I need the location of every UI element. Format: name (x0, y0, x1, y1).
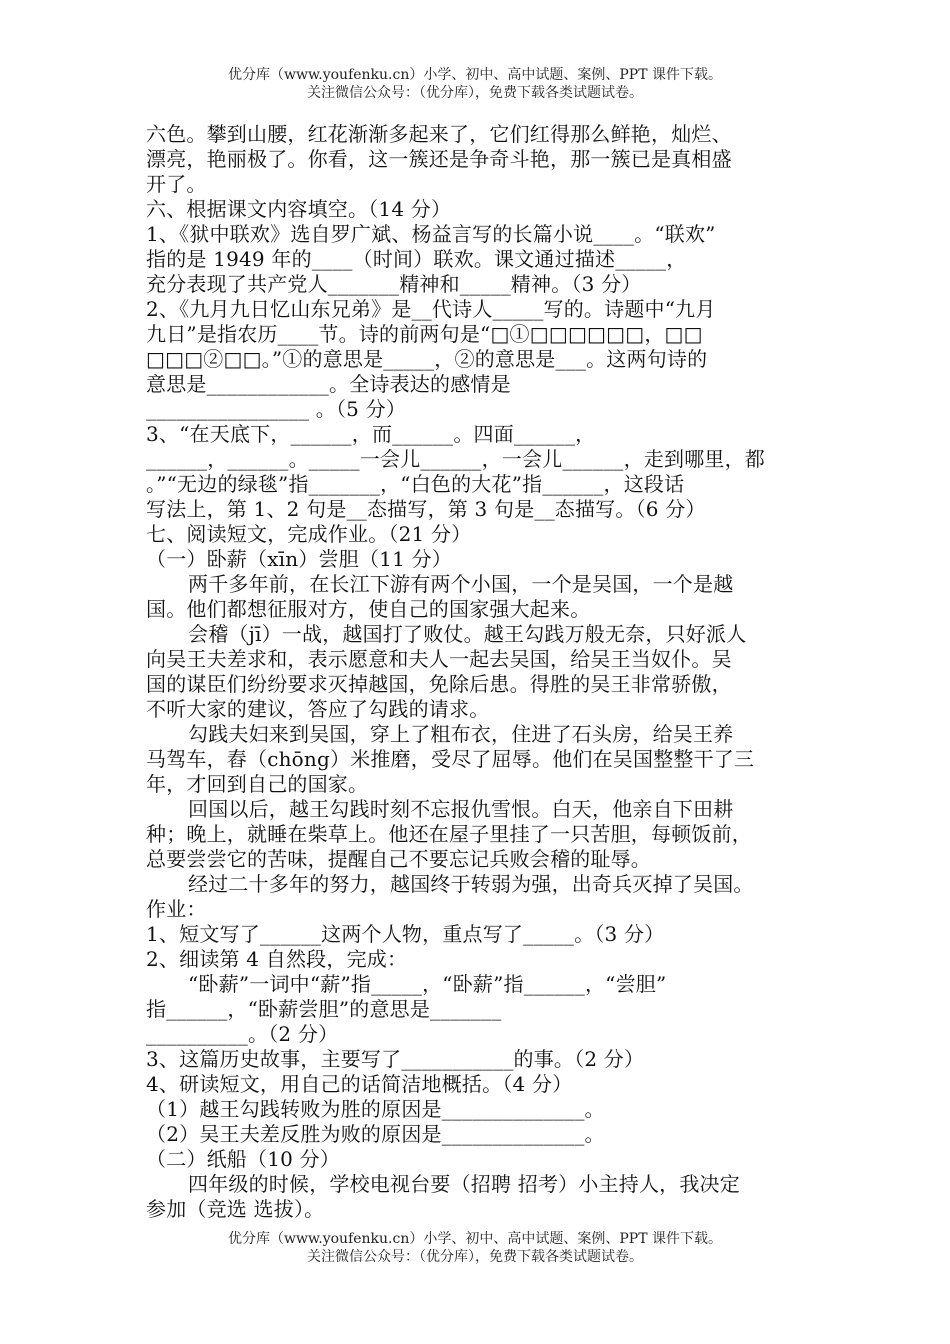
question-line: 九日”是指农历____节。诗的前两句是“□①□□□□□□，□□ (146, 322, 703, 346)
question-line: ________________ 。（5 分） (146, 397, 407, 421)
passage-line: 总要尝尝它的苦味，提醒自己不要忘记兵败会稽的耻辱。 (146, 847, 651, 871)
passage-line: 勾践夫妇来到吴国，穿上了粗布衣，住进了石头房，给吴王养 (188, 722, 734, 746)
document-body (146, 122, 810, 1222)
question-line: 写法上，第 1、2 句是__态描写，第 3 句是__态描写。（6 分） (146, 497, 706, 521)
question-line: （1）越王勾践转败为胜的原因是______________。 (146, 1097, 605, 1121)
section-heading: 七、阅读短文，完成作业。（21 分） (146, 522, 472, 546)
text-line: 漂亮，艳丽极了。你看，这一簇还是争奇斗艳，那一簇已是真相盛 (146, 147, 732, 171)
question-line: 充分表现了共产党人_______精神和_____精神。（3 分） (146, 272, 642, 296)
question-line: 3、“在天底下，______，而______。四面______， (146, 422, 596, 446)
header-line-1: 优分库（www.youfenku.cn）小学、初中、高中试题、案例、PPT 课件下载。 (227, 67, 722, 83)
question-line: 4、研读短文，用自己的话简洁地概括。（4 分） (146, 1072, 573, 1096)
question-line: 2、细读第 4 自然段，完成： (146, 947, 408, 971)
question-line: 指______，“卧薪尝胆”的意思是_______ (146, 997, 502, 1021)
footer-line-1: 优分库（www.youfenku.cn）小学、初中、高中试题、案例、PPT 课件下载。 (227, 1231, 722, 1247)
passage-line: 向吴王夫差求和，表示愿意和夫人一起去吴国，给吴王当奴仆。吴 (146, 647, 732, 671)
passage-line: 年，才回到自己的国家。 (146, 772, 369, 796)
question-line: ______，______。_____一会儿______，一会儿______，走到哪里，都 (146, 447, 765, 471)
question-line: “卧薪”一词中“薪”指_____，“卧薪”指______，“尝胆” (188, 972, 667, 996)
passage-line: 回国以后，越王勾践时刻不忘报仇雪恨。白天，他亲自下田耕 (188, 797, 734, 821)
page-header (0, 66, 950, 102)
passage-line: 种；晚上，就睡在柴草上。他还在屋子里挂了一只苦胆，每顿饭前， (146, 822, 752, 846)
passage-line: 马驾车，舂（chōng）米推磨，受尽了屈辱。他们在吴国整整干了三 (146, 747, 755, 771)
question-line: （2）吴王夫差反胜为败的原因是______________。 (146, 1122, 605, 1146)
passage-line: 四年级的时候，学校电视台要（招聘 招考）小主持人，我决定 (188, 1172, 740, 1196)
question-line: 。”“无边的绿毯”指_______，“白色的大花”指______，这段话 (146, 472, 685, 496)
text-line: 开了。 (146, 172, 207, 196)
passage-line: 不听大家的建议，答应了勾践的请求。 (146, 697, 490, 721)
text-line: 六色。攀到山腰，红花渐渐多起来了，它们红得那么鲜艳，灿烂、 (146, 122, 732, 146)
question-line: __________。（2 分） (146, 1022, 339, 1046)
header-line-2: 关注微信公众号：（优分库），免费下载各类试题试卷。 (307, 85, 643, 101)
homework-label: 作业： (146, 897, 207, 921)
passage-title: （二）纸船（10 分） (146, 1147, 341, 1171)
question-line: □□□②□□。”①的意思是_____，②的意思是___。这两句诗的 (146, 347, 708, 371)
question-line: 意思是____________。全诗表达的感情是 (146, 372, 511, 396)
question-line: 指的是 1949 年的____（时间）联欢。课文通过描述_____， (146, 247, 687, 271)
passage-line: 经过二十多年的努力，越国终于转弱为强，出奇兵灭掉了吴国。 (188, 872, 754, 896)
question-line: 3、这篇历史故事，主要写了___________的事。（2 分） (146, 1047, 645, 1071)
passage-line: 参加（竞选 选拔）。 (146, 1197, 325, 1221)
question-line: 1、《狱中联欢》选自罗广斌、杨益言写的长篇小说____。“联欢” (146, 222, 716, 246)
section-heading: 六、根据课文内容填空。（14 分） (146, 197, 452, 221)
passage-line: 国的谋臣们纷纷要求灭掉越国，免除后患。得胜的吴王非常骄傲， (146, 672, 732, 696)
passage-line: 会稽（jī）一战，越国打了败仗。越王勾践万般无奈，只好派人 (188, 622, 747, 646)
passage-line: 国。他们都想征服对方，使自己的国家强大起来。 (146, 597, 591, 621)
passage-line: 两千多年前，在长江下游有两个小国，一个是吴国，一个是越 (188, 572, 734, 596)
page-footer (0, 1230, 950, 1266)
passage-title: （一）卧薪（xīn）尝胆（11 分） (146, 547, 452, 571)
footer-line-2: 关注微信公众号：（优分库），免费下载各类试题试卷。 (307, 1249, 643, 1265)
question-line: 1、短文写了______这两个人物，重点写了_____。（3 分） (146, 922, 665, 946)
question-line: 2、《九月九日忆山东兄弟》是__代诗人_____写的。诗题中“九月 (146, 297, 716, 321)
